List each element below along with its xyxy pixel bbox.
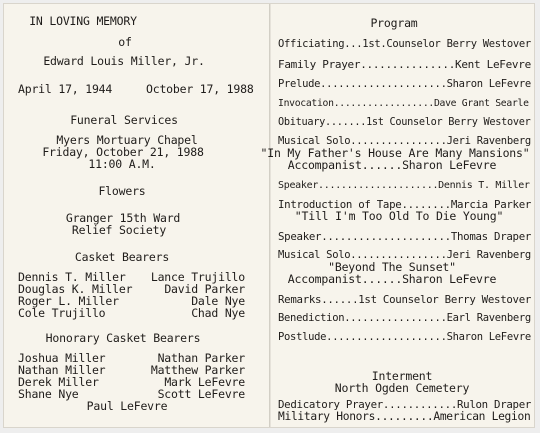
birth-date: April 17, 1944 xyxy=(18,82,113,96)
program-item: Musical Solo................Jeri Ravenberg xyxy=(278,135,531,147)
program-item: Musical Solo................Jeri Ravenberg xyxy=(278,249,531,261)
bearer-name: Chad Nye xyxy=(191,306,245,320)
program-item: Speaker.....................Dennis T. Miller xyxy=(278,180,530,191)
interment-title: Interment xyxy=(371,369,433,383)
of-text: of xyxy=(118,35,132,49)
bearer-name: David Parker xyxy=(164,282,245,296)
bearers-title: Casket Bearers xyxy=(74,250,170,264)
flowers-line: Relief Society xyxy=(71,223,167,237)
program-item: Speaker.....................Thomas Draper xyxy=(278,230,532,243)
honorary-name: Joshua Miller xyxy=(18,351,106,365)
program-sheet xyxy=(3,3,535,428)
flowers-title: Flowers xyxy=(98,184,146,198)
services-line: Friday, October 21, 1988 xyxy=(42,145,204,159)
memory-heading: IN LOVING MEMORY xyxy=(29,14,137,28)
honorary-name: Shane Nye xyxy=(18,387,79,401)
honorary-name: Matthew Parker xyxy=(150,363,245,377)
program-subline: Accompanist......Sharon LeFevre xyxy=(287,272,497,286)
bearer-name: Roger L. Miller xyxy=(18,294,119,308)
program-subline: "Till I'm Too Old To Die Young" xyxy=(294,209,504,223)
dedicatory-prayer: Dedicatory Prayer............Rulon Draper xyxy=(278,398,532,411)
program-item: Remarks......1st Counselor Berry Westover xyxy=(278,293,532,306)
flowers-line: Granger 15th Ward xyxy=(65,211,181,225)
program-subline: "In My Father's House Are Many Mansions" xyxy=(260,146,530,160)
military-honors: Military Honors.........American Legion xyxy=(278,410,531,423)
center-fold xyxy=(269,4,271,427)
program-item: Postlude....................Sharon LeFevre xyxy=(278,331,531,343)
program-item: Benediction.................Earl Ravenberg xyxy=(278,312,531,324)
honorary-name: Mark LeFevre xyxy=(164,375,245,389)
honorary-name: Derek Miller xyxy=(18,375,99,389)
honorary-title: Honorary Casket Bearers xyxy=(45,331,201,345)
interment-place: North Ogden Cemetery xyxy=(334,381,470,395)
honorary-name: Nathan Parker xyxy=(157,351,245,365)
program-item: Invocation..................Dave Grant Searle xyxy=(278,98,529,109)
program-item: Prelude.....................Sharon LeFevre xyxy=(278,78,531,90)
bearer-name: Cole Trujillo xyxy=(18,306,106,320)
program-subline: Accompanist......Sharon LeFevre xyxy=(287,158,497,172)
services-line: Myers Mortuary Chapel xyxy=(56,133,198,147)
services-title: Funeral Services xyxy=(70,113,178,127)
honorary-name: Scott LeFevre xyxy=(157,387,245,401)
program-item: Family Prayer...............Kent LeFevre xyxy=(278,58,531,71)
program-item: Officiating...1st.Counselor Berry Westover xyxy=(278,38,531,50)
death-date: October 17, 1988 xyxy=(146,82,254,96)
program-item: Introduction of Tape........Marcia Parker xyxy=(278,198,532,211)
services-line: 11:00 A.M. xyxy=(88,157,156,171)
bearer-name: Douglas K. Miller xyxy=(18,282,133,296)
program-title: Program xyxy=(370,16,418,30)
honorary-name: Paul LeFevre xyxy=(86,399,168,413)
honorary-name: Nathan Miller xyxy=(18,363,106,377)
deceased-name: Edward Louis Miller, Jr. xyxy=(43,54,205,68)
bearer-name: Dale Nye xyxy=(191,294,245,308)
bearer-name: Dennis T. Miller xyxy=(18,270,126,284)
program-subline: "Beyond The Sunset" xyxy=(328,260,456,274)
bearer-name: Lance Trujillo xyxy=(150,270,245,284)
program-item: Obituary.......1st Counselor Berry Westover xyxy=(278,116,531,128)
